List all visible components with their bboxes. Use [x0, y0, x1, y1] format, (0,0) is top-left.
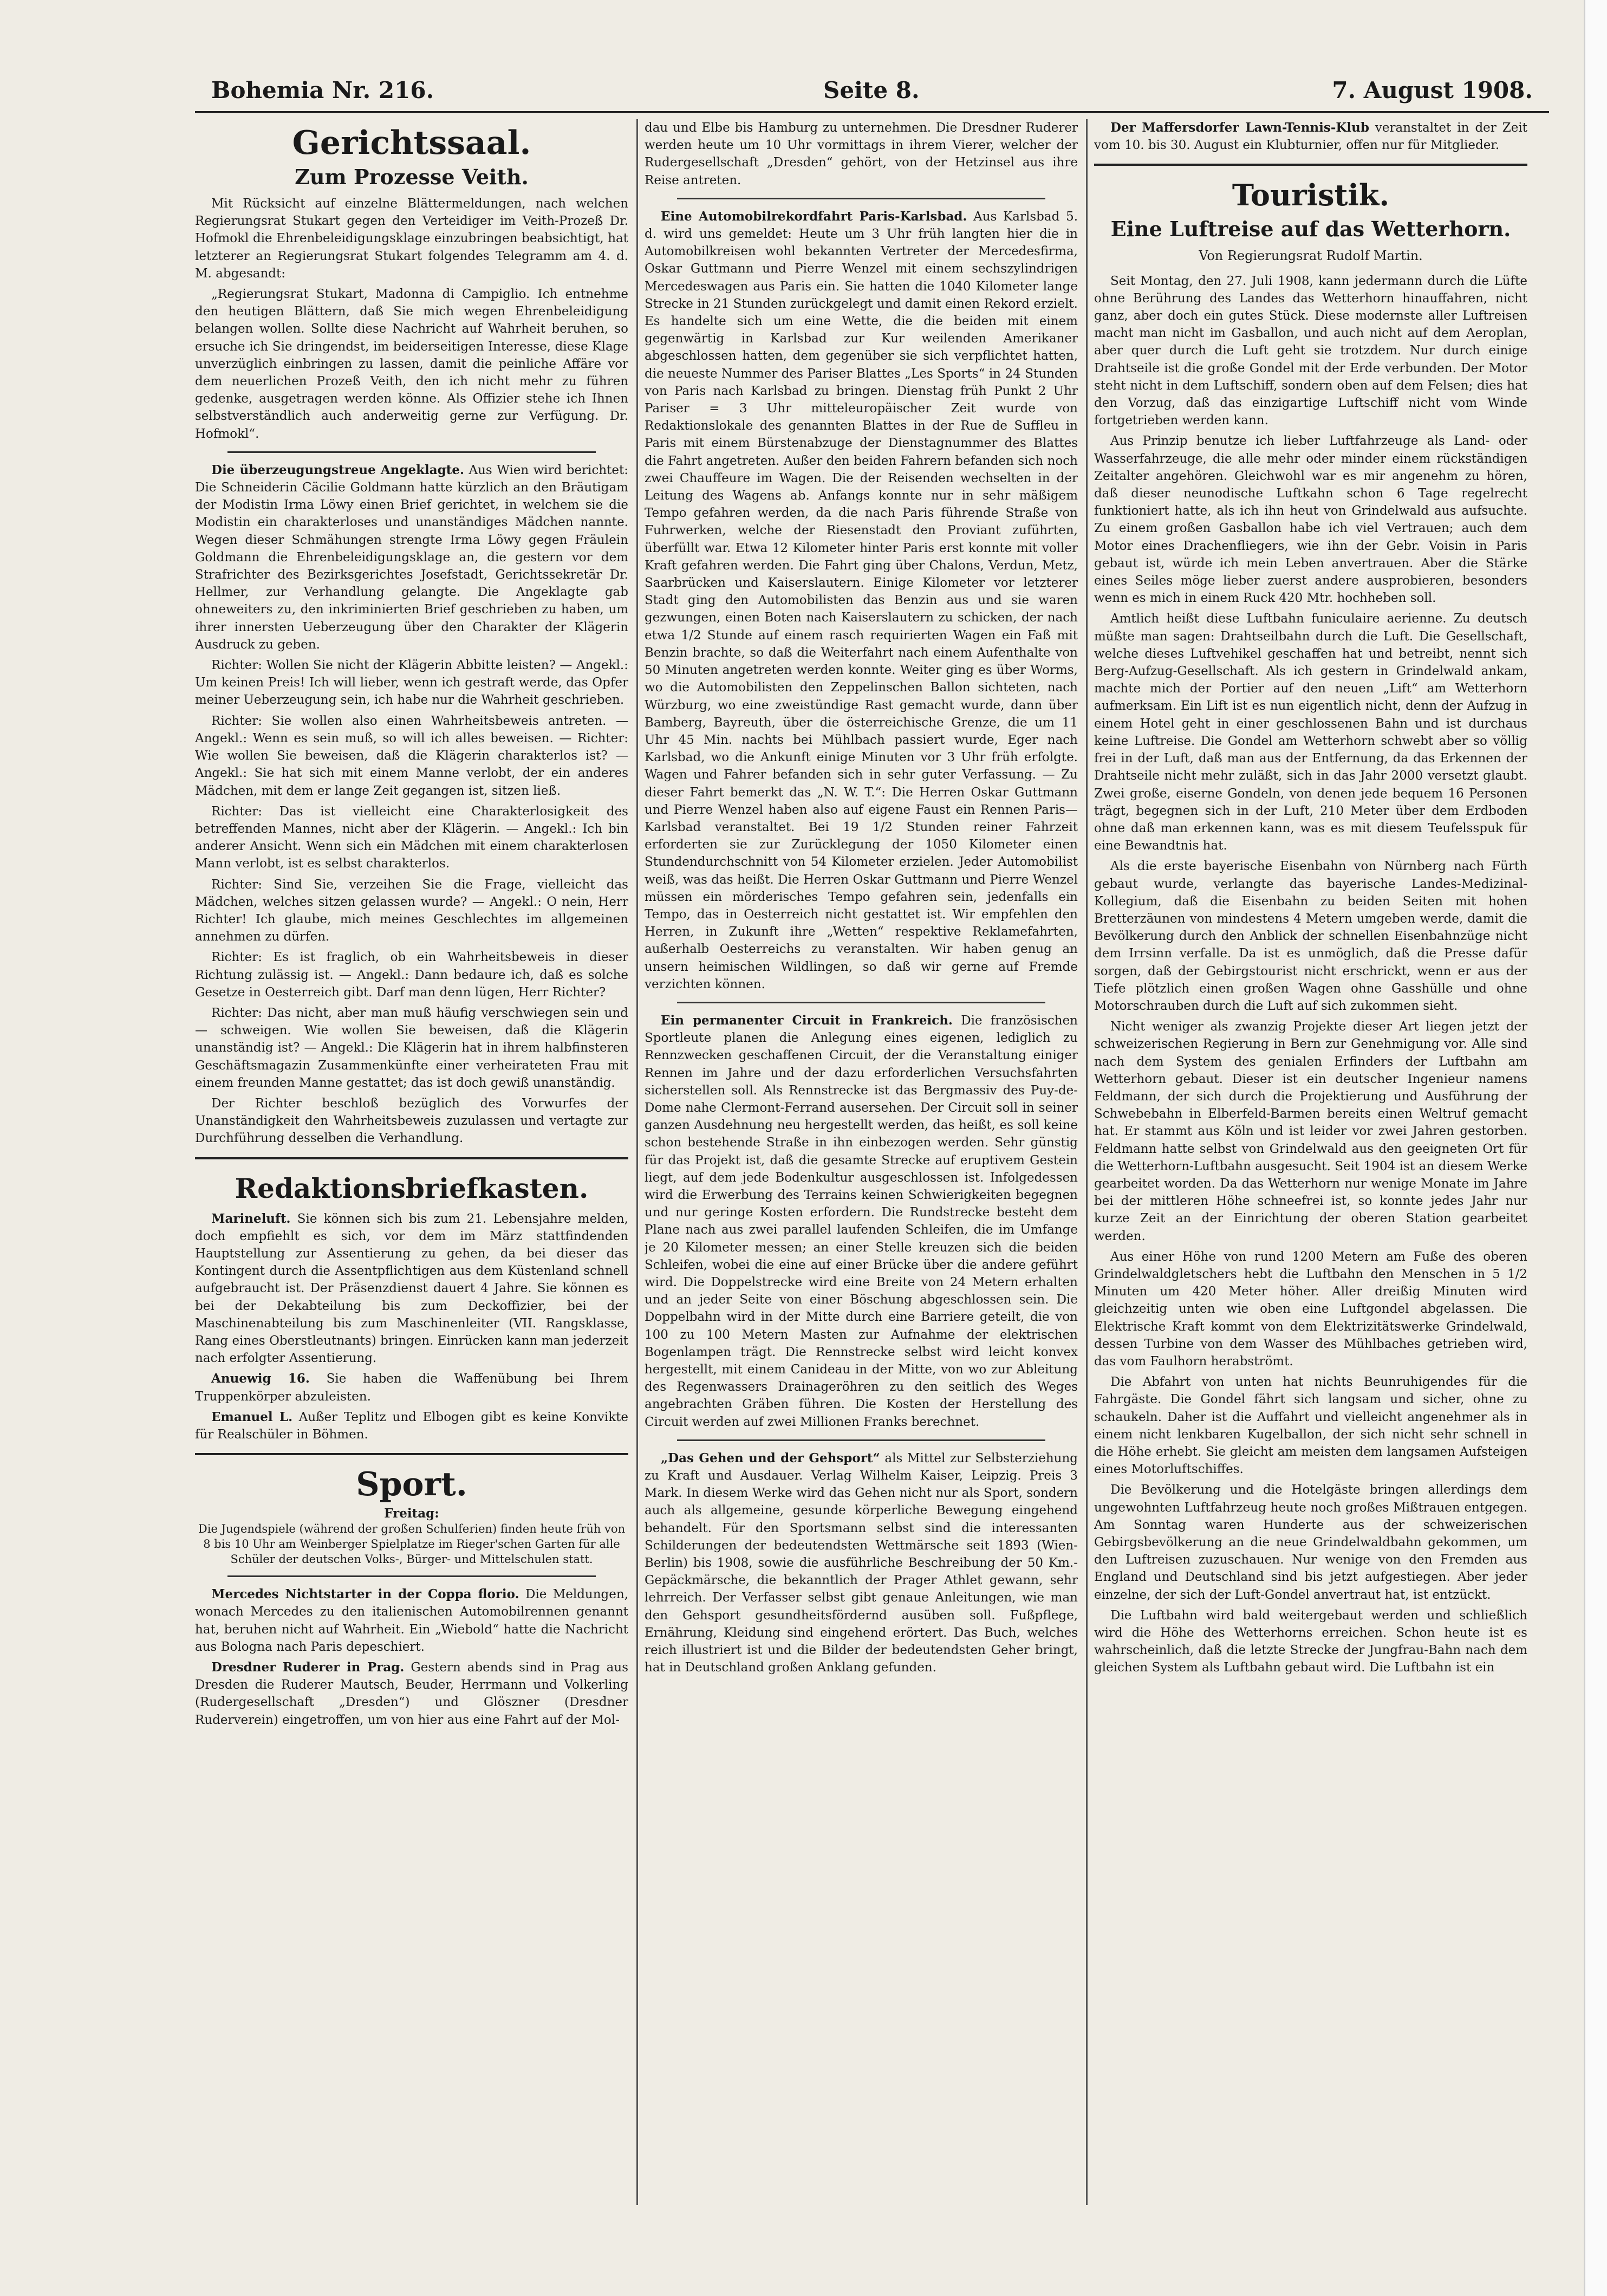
- paragraph-text: Außer Teplitz und Elbogen gibt es keine Konvikte für Realschüler in Böhmen.: [195, 1410, 628, 1442]
- paragraph: Die Bevölkerung und die Hotelgäste bringen allerdings dem ungewohnten Luftfahrzeug heute noch großes Mißtrauen entgegen. Am Sonntag waren Hunderte aus der schweizerischen Gebirgsbevölkerung an die neue Grindelwaldbahn gekommen, um den Luftreisen zuzuschauen. Nur wenige von den Fremden aus England und Deutschland sind bis jetzt aufgestiegen. Aber jeder einzelne, der sich der Luft-Gondel anvertraut hat, ist entzückt.: [1094, 1483, 1527, 1602]
- paragraph: Aus Prinzip benutze ich lieber Luftfahrzeuge als Land- oder Wasserfahrzeuge, die alle mehr oder minder einem rückständigen Zeitalter angehören. Gleichwohl war es mir angenehm zu hören, daß dieser neunodische Luftkahn schon 6 Tage regelrecht funktioniert hatte, als ich ihn heut von Grindelwald aus aufsuchte. Zu einem großen Gasballon habe ich viel Vertrauen; auch dem Motor eines Drachenfliegers, wie ihn der Gebr. Voisin in Paris gebaut ist, würde ich mein Leben anvertrauen. Aber die Stärke eines Seiles möge lieber zuerst andere ausprobieren, besonders wenn es mich in einem Ruck 420 Mtr. hochheben soll.: [1094, 434, 1527, 606]
- paragraph: Richter: Wollen Sie nicht der Klägerin Abbitte leisten? — Angekl.: Um keinen Preis! Ich will lieber, wenn ich gestraft werde, das Opfer meiner Ueberzeugung sein, ich habe nur die Wahrheit geschrieben.: [195, 658, 628, 708]
- paragraph: Richter: Sind Sie, verzeihen Sie die Frage, vielleicht das Mädchen, welches sitzen gelassen wurde? — Angekl.: O nein, Herr Richter! Ich glaube, mich meines Geschlechtes im allgemeinen annehmen zu dürfen.: [195, 877, 628, 944]
- notice-text: Die Jugendspiele (während der großen Schulferien) finden heute früh von 8 bis 10 Uhr am Weinberger Spielplatze im Rieger'schen Garten für alle Schüler der deutschen Volks-, Bürger- und Mittelschulen statt.: [198, 1522, 626, 1566]
- column-3: [1094, 119, 1527, 2205]
- paragraph: [195, 1409, 628, 1443]
- paragraph: Richter: Das nicht, aber man muß häufig verschwiegen sein und — schweigen. Wie wollen Sie beweisen, daß die Klägerin unanständig ist? — Angekl.: Die Klägerin hat in ihrem halbfinsteren Geschäftsmagazin Zusammenkünfte einer verheirateten Frau mit einem freunden Manne gestattet; das ist doch gewiß unanständig.: [195, 1006, 628, 1090]
- divider: [227, 1575, 596, 1577]
- paragraph-text: Sie können sich bis zum 21. Lebensjahre melden, doch empfiehlt es sich, vor dem im März stattfindenden Hauptstellung zur Assentierung zu gehen, da bei dieser das Kontingent durch die Assentpflichtigen aus dem Küstenland schnell aufgebraucht ist. Der Präsenzdienst dauert 4 Jahre. Sie können es bei der Dekabteilung bis zum Deckoffizier, bei der Maschinenabteilung bis zum Maschinenleiter (VII. Rangsklasse, Rang eines Oberstleutnants) bringen. Einrücken kann man jederzeit nach erfolgter Assentierung.: [195, 1211, 628, 1366]
- divider: [227, 451, 596, 453]
- paragraph: [645, 1012, 1078, 1431]
- section-title-touristik: Touristik.: [1232, 178, 1390, 213]
- paragraph-text: Die französischen Sportleute planen die Anlegung eines eigenen, lediglich zu Rennzwecken geschaffenen Circuit, der die Veranstaltung einiger Rennen im Jahre und der dazu erforderlichen Versuchsfahrten sicherstellen soll. Als Rennstrecke ist das Bergmassiv des Puy-de-Dome nahe Clermont-Ferrand ausersehen. Der Circuit soll in seiner ganzen Ausdehnung neu hergestellt werden, das heißt, es soll keine schon bestehende Straße in ihn einbezogen werden. Sehr günstig für das Projekt ist, daß die gesamte Strecke auf eruptivem Gestein liegt, auf dem jede Bodenkultur ausgeschlossen ist. Infolgedessen wird die Erwerbung des Terrains keinen Schwierigkeiten begegnen und nur geringe Kosten erfordern. Die Rundstrecke besteht dem Plane nach aus zwei parallel laufenden Schleifen, die im Umfange je 20 Kilometer messen; an einer Stelle kreuzen sich die beiden Schleifen, wobei die eine auf einer Brücke über die andere geführt wird. Die Doppelstrecke wird eine Breite von 24 Metern erhalten und an jeder Seite von einer Böschung abgeschlossen sein. Die Doppelbahn wird in der Mitte durch eine Barriere geteilt, die von 100 zu 100 Metern Masten zur Aufnahme der elektrischen Bogenlampen trägt. Die Rennstrecke selbst wird leicht konvex hergestellt, mit einem Canideau in der Mitte, von wo zur Ableitung des Regenwassers Drainageröhren zu den seitlich des Weges angebrachten Gräben führen. Die Kosten der Herstellung des Circuit werden auf zwei Millionen Franks berechnet.: [645, 1013, 1078, 1429]
- article-title: Eine Luftreise auf das Wetterhorn.: [1110, 217, 1511, 242]
- paragraph-lead: Mercedes Nichtstarter in der Coppa florio.: [211, 1587, 519, 1602]
- column-separator: [636, 119, 638, 2205]
- paragraph: [195, 462, 628, 653]
- divider: [677, 1002, 1045, 1003]
- paragraph: Mit Rücksicht auf einzelne Blättermeldungen, nach welchen Regierungsrat Stukart gegen den Verteidiger im Veith-Prozeß Dr. Hofmokl die Ehrenbeleidigungsklage einzubringen beabsichtigt, hat letzterer an Regierungsrat Stukart folgendes Telegramm am 4. d. M. abgesandt:: [195, 197, 628, 281]
- paragraph: [1094, 119, 1527, 154]
- header-issue: Bohemia Nr. 216.: [211, 77, 434, 103]
- paragraph: [645, 208, 1078, 993]
- paragraph-lead: Emanuel L.: [211, 1409, 293, 1424]
- paragraph: [195, 1210, 628, 1367]
- page-header: [195, 70, 1549, 108]
- paragraph: Als die erste bayerische Eisenbahn von Nürnberg nach Fürth gebaut wurde, verlangte das bayerische Landes-Medizinal-Kollegium, daß die Eisenbahn zu beiden Seiten mit hohen Bretterzäunen von mindestens 4 Metern umgeben werde, damit die Bevölkerung durch den Anblick der schnellen Eisenbahnzüge nicht dem Irrsinn verfalle. Da ist es unmöglich, daß die Presse dafür sorgen, daß der Gebirgstourist nicht erschrickt, wenn er aus der Tiefe plötzlich einen großen Wagen ohne Gasshülle und ohne Motorschrauben durch die Luft auf sich zukommen sieht.: [1094, 859, 1527, 1013]
- paragraph-lead: „Das Gehen und der Gehsport“: [661, 1450, 880, 1465]
- divider: [195, 1157, 628, 1159]
- paragraph-lead: Die überzeugungstreue Angeklagte.: [211, 462, 465, 477]
- section-title-briefkasten: Redaktionsbriefkasten.: [235, 1172, 589, 1204]
- paragraph-text: als Mittel zur Selbsterziehung zu Kraft und Ausdauer. Verlag Wilhelm Kaiser, Leipzig. Preis 3 Mark. In diesem Werke wird das Gehen nicht nur als Sport, sondern auch als allgemeine, gesunde körperliche Bewegung eingehend behandelt. Für den Sportsmann selbst sind die interessanten Schilderungen der bedeutendsten Wettmärsche seit 1893 (Wien-Berlin) bis 1908, sowie die ausführliche Beschreibung der 50 Km.-Gepäckmärsche, die bekanntlich der Prager Athlet gewann, sehr lehrreich. Der Verfasser selbst gibt genaue Anleitungen, wie man den Gehsport gesundheitsfördernd ausüben soll. Fußpflege, Ernährung, Kleidung sind eingehend erörtert. Das Buch, welches reich illustriert ist und die Bilder der bedeutendsten Geher bringt, hat in Deutschland großen Anklang gefunden.: [645, 1451, 1078, 1675]
- divider: [677, 198, 1045, 199]
- paragraph: [645, 1450, 1078, 1677]
- paragraph: [195, 1586, 628, 1656]
- header-rule: [195, 111, 1549, 113]
- paragraph-lead: Der Maffersdorfer Lawn-Tennis-Klub: [1110, 120, 1369, 135]
- column-separator: [1086, 119, 1088, 2205]
- scan-edge: [1584, 0, 1607, 2296]
- paragraph-text: veranstaltet in der Zeit vom 10. bis 30. August ein Klubturnier, offen nur für Mitglieder.: [1094, 121, 1527, 153]
- paragraph-lead: Marineluft.: [211, 1211, 291, 1226]
- paragraph: [195, 1659, 628, 1729]
- paragraph: Seit Montag, den 27. Juli 1908, kann jedermann durch die Lüfte ohne Berührung des Landes das Wetterhorn hinauffahren, nicht ganz, aber doch ein gutes Stück. Diese modernste aller Luftreisen macht man nicht im Gasballon, und auch nicht auf dem Aeroplan, aber quer durch die Luft geht sie trotzdem. Nur durch einige Drahtseile ist die große Gondel mit der Erde verbunden. Der Motor steht nicht in dem Luftschiff, sondern oben auf dem Felsen; dies hat den Vorzug, daß das einzigartige Luftschiff nicht vom Winde fortgetrieben werden kann.: [1094, 274, 1527, 428]
- paragraph: Die Abfahrt von unten hat nichts Beunruhigendes für die Fahrgäste. Die Gondel fährt sich langsam und sicher, ohne zu schaukeln. Daher ist die Auffahrt und vielleicht angenehmer als in einem nicht lenkbaren Kugelballon, der sich nicht sehr schnell in die Höhe erhebt. Sie gleicht am meisten dem langsamen Aufsteigen eines Motorluftschiffes.: [1094, 1375, 1527, 1477]
- article-title: Zum Prozesse Veith.: [295, 165, 529, 189]
- paragraph-text: Aus Wien wird berichtet: Die Schneiderin Cäcilie Goldmann hatte kürzlich an den Bräutigam der Modistin Irma Löwy einen Brief gerichtet, in welchem sie die Modistin ein charakterloses und unanständiges Mädchen nannte. Wegen dieser Schmähungen strengte Irma Löwy gegen Fräulein Goldmann die Ehrenbeleidigungsklage an, die gestern vor dem Strafrichter des Bezirksgerichtes Josefstadt, Gerichtssekretär Dr. Hellmer, zur Verhandlung gelangte. Die Angeklagte gab ohneweiters zu, den inkriminierten Brief geschrieben zu haben, um ihrer innersten Ueberzeugung über den Charakter der Klägerin Ausdruck zu geben.: [195, 463, 628, 652]
- paragraph-text: Aus Karlsbad 5. d. wird uns gemeldet: Heute um 3 Uhr früh langten hier die in Automobilkreisen wohl bekannten Vertreter der Mercedesfirma, Oskar Guttmann und Pierre Wenzel mit einem sechszylindrigen Mercedeswagen aus Paris ein. Sie hatten die 1040 Kilometer lange Strecke in 21 Stunden zurückgelegt und damit einen Rekord erzielt. Es handelte sich um eine Wette, die die beiden mit einem gegenwärtig in Karlsbad zur Kur weilenden Amerikaner abgeschlossen hatten, dem gegenüber sie sich verpflichtet hatten, die neueste Nummer des Pariser Blattes „Les Sports“ in 24 Stunden von Paris nach Karlsbad zu bringen. Dienstag früh Punkt 2 Uhr Pariser = 3 Uhr mitteleuropäischer Zeit wurde von Redaktionslokale des genannten Blattes in der Rue de Suffleu in Paris mit einem Bürstenabzuge der Dienstagnummer des Blattes die Fahrt angetreten. Außer den beiden Fahrern befanden sich noch zwei Chauffeure im Wagen. Die der Reisenden wechselten in der Leitung des Wagens ab. Anfangs konnte nur in sehr mäßigem Tempo gefahren werden, da die nach Paris führende Straße von Fuhrwerken, welche der Riesenstadt den Proviant zuführten, überfüllt war. Etwa 12 Kilometer hinter Paris erst konnte mit voller Kraft gefahren werden. Die Fahrt ging über Chalons, Verdun, Metz, Saarbrücken und Kaiserslautern. Einige Kilometer vor letzterer Stadt ging den Automobilisten das Benzin aus und sie waren gezwungen, einen Boten nach Kaiserslautern zu schicken, der nach etwa 1/2 Stunde auf einem rasch requirierten Wagen ein Faß mit Benzin brachte, so daß die Weiterfahrt nach einem Aufenthalte von 50 Minuten angetreten werden konnte. Weiter ging es über Worms, wo die Automobilisten den Zeppelinschen Ballon sichteten, nach Würzburg, wo eine zweistündige Rast gemacht wurde, dann über Bamberg, Bayreuth, über die österreichische Grenze, die um 11 Uhr 45 Min. nachts bei Mühlbach passiert wurde, Eger nach Karlsbad, wo die Ankunft einige Minuten vor 3 Uhr früh erfolgte. Wagen und Fahrer befanden sich in sehr guter Verfassung. — Zu dieser Fahrt bemerkt das „N. W. T.“: Die Herren Oskar Guttmann und Pierre Wenzel haben also auf eigene Faust ein Rennen Paris—Karlsbad veranstaltet. Bei 19 1/2 Stunden reiner Fahrzeit erforderten sie zur Zurücklegung der 1050 Kilometer einen Stundendurchschnitt von 54 Kilometer erzielen. Jeder Automobilist weiß, was das heißt. Die Herren Oskar Guttmann und Pierre Wenzel müssen ein mörderisches Tempo gefahren sein, jedenfalls ein Tempo, das in Oesterreich nicht gestattet ist. Wir empfehlen den Herren, in Zukunft ihre „Wetten“ respektive Reklamefahrten, außerhalb Oesterreichs zu veranstalten. Wir haben genug an unsern heimischen Wildlingen, so daß wir gerne auf Fremde verzichten können.: [645, 209, 1078, 991]
- paragraph-lead: Eine Automobilrekordfahrt Paris-Karlsbad.: [661, 209, 967, 224]
- paragraph: dau und Elbe bis Hamburg zu unternehmen. Die Dresdner Ruderer werden heute um 10 Uhr vormittags in ihrem Vierer, welcher der Rudergesellschaft „Dresden“ gehört, von der Hetzinsel aus ihre Reise antreten.: [645, 121, 1078, 187]
- newspaper-page: [195, 70, 1549, 2254]
- divider: [1094, 164, 1527, 166]
- paragraph-lead: Ein permanenter Circuit in Frankreich.: [661, 1013, 953, 1028]
- column-1: [195, 119, 628, 2205]
- paragraph-lead: Dresdner Ruderer in Prag.: [211, 1660, 405, 1675]
- header-page-number: Seite 8.: [823, 77, 920, 103]
- paragraph: Richter: Das ist vielleicht eine Charakterlosigkeit des betreffenden Mannes, nicht aber der Klägerin. — Angekl.: Ich bin anderer Ansicht. Wenn sich ein Mädchen mit einem charakterlosen Mann verlobt, ist es selbst charakterlos.: [195, 804, 628, 871]
- header-date: 7. August 1908.: [1332, 77, 1533, 103]
- paragraph-text: Gestern abends sind in Prag aus Dresden die Ruderer Mautsch, Beuder, Herrmann und Volkerling (Rudergesellschaft „Dresden“) und Glöszner (Dresdner Ruderverein) eingetroffen, um von hier aus eine Fahrt auf der Mol-: [195, 1661, 628, 1727]
- paragraph-text: Sie haben die Waffenübung bei Ihrem Truppenkörper abzuleisten.: [195, 1372, 628, 1404]
- divider: [195, 1453, 628, 1455]
- paragraph: Der Richter beschloß bezüglich des Vorwurfes der Unanständigkeit den Wahrheitsbeweis zuzulassen und vertagte zur Durchführung desselben die Verhandlung.: [195, 1096, 628, 1146]
- paragraph: Nicht weniger als zwanzig Projekte dieser Art liegen jetzt der schweizerischen Regierung in Bern zur Genehmigung vor. Alle sind nach dem System des genialen Erfinders der Luftbahn am Wetterhorn gebaut. Dieser ist ein deutscher Ingenieur namens Feldmann, der sich durch die Projektierung und Ausführung der Schwebebahn in Elberfeld-Barmen bereits einen Weltruf gemacht hat. Er stammt aus Köln und ist leider vor zwei Jahren gestorben. Feldmann hatte selbst von Grindelwald aus den geeigneten Ort für die Wetterhorn-Luftbahn ausgesucht. Seit 1904 ist an diesem Werke gearbeitet worden. Da das Wetterhorn nur wenige Monate im Jahre bei der mittleren Höhe schneefrei ist, so konnte jedes Jahr nur kurze Zeit an der Einrichtung der oberen Station gearbeitet werden.: [1094, 1020, 1527, 1243]
- paragraph: Richter: Sie wollen also einen Wahrheitsbeweis antreten. — Angekl.: Wenn es sein muß, so will ich alles beweisen. — Richter: Wie wollen Sie beweisen, daß die Klägerin charakterlos ist? — Angekl.: Sie hat sich mit einem Manne verlobt, der ein anderes Mädchen, mit dem er lange Zeit gegangen ist, sitzen ließ.: [195, 714, 628, 798]
- paragraph: „Regierungsrat Stukart, Madonna di Campiglio. Ich entnehme den heutigen Blättern, daß Sie mich wegen Ehrenbeleidigung belangen wollen. Sollte diese Nachricht auf Wahrheit beruhen, so ersuche ich Sie dringendst, im beiderseitigen Interesse, diese Klage unverzüglich einbringen zu lassen, damit die peinliche Affäre vor dem neuerlichen Prozeß Veith, den ich nicht mehr zu führen gedenke, ausgetragen werden könne. Als Offizier stehe ich Ihnen selbstverständlich auch anderweitig gerne zur Verfügung. Dr. Hofmokl“.: [195, 287, 628, 441]
- paragraph: [195, 1370, 628, 1405]
- section-title-sport: Sport.: [356, 1465, 467, 1504]
- paragraph-text: Die Meldungen, wonach Mercedes zu den italienischen Automobilrennen genannt hat, beruhen nicht auf Wahrheit. Ein „Wiebold“ hatte die Nachricht aus Bologna nach Paris depeschiert.: [195, 1587, 628, 1654]
- section-title-gerichtssaal: Gerichtssaal.: [292, 124, 531, 162]
- divider: [677, 1439, 1045, 1441]
- article-author: Von Regierungsrat Rudolf Martin.: [1199, 248, 1423, 264]
- column-2: [645, 119, 1078, 2205]
- paragraph: Amtlich heißt diese Luftbahn funiculaire aerienne. Zu deutsch müßte man sagen: Drahtseilbahn durch die Luft. Die Gesellschaft, welche dieses Luftvehikel geschaffen hat und betreibt, nennt sich Berg-Aufzug-Gesellschaft. Als ich gestern in Grindelwald ankam, machte mich der Portier auf den neuen „Lift“ am Wetterhorn aufmerksam. Ein Lift ist es nun eigentlich nicht, denn der Aufzug in einem Hotel geht in einer geschlossenen Bahn und ist durchaus keine Luftreise. Die Gondel am Wetterhorn schwebt aber so völlig frei in der Luft, daß man aus der Entfernung, da das Erkennen der Drahtseile nicht mehr zuläßt, sich in das Jahr 2000 versetzt glaubt. Zwei große, eiserne Gondeln, von denen jede bequem 16 Personen trägt, begegnen sich in der Luft, 210 Meter über dem Erdboden ohne daß man erkennen kann, was es mit diesem Teufelsspuk für eine Bewandtnis hat.: [1094, 612, 1527, 853]
- paragraph: Die Luftbahn wird bald weitergebaut werden und schließlich wird die Höhe des Wetterhorns erreichen. Schon heute ist es wahrscheinlich, daß die letzte Strecke der Jungfrau-Bahn nach dem gleichen System als Luftbahn gebaut wird. Die Luftbahn ist ein: [1094, 1608, 1527, 1675]
- paragraph: Richter: Es ist fraglich, ob ein Wahrheitsbeweis in dieser Richtung zulässig ist. — Angekl.: Dann bedaure ich, daß es solche Gesetze in Oesterreich gibt. Darf man denn lügen, Herr Richter?: [195, 950, 628, 1000]
- notice-box: [195, 1506, 628, 1567]
- paragraph-lead: Anuewig 16.: [211, 1371, 310, 1386]
- notice-title: Freitag:: [384, 1506, 439, 1521]
- paragraph: Aus einer Höhe von rund 1200 Metern am Fuße des oberen Grindelwaldgletschers hebt die Luftbahn den Menschen in 5 1/2 Minuten um 420 Meter höher. Aller dreißig Minuten wird gleichzeitig unten wie oben eine Luftgondel abgelassen. Die Elektrische Kraft kommt von dem Elektrizitätswerke Grindelwald, dessen Turbine von dem Wasser des Mühlbaches getrieben wird, das vom Faulhorn herabströmt.: [1094, 1249, 1527, 1368]
